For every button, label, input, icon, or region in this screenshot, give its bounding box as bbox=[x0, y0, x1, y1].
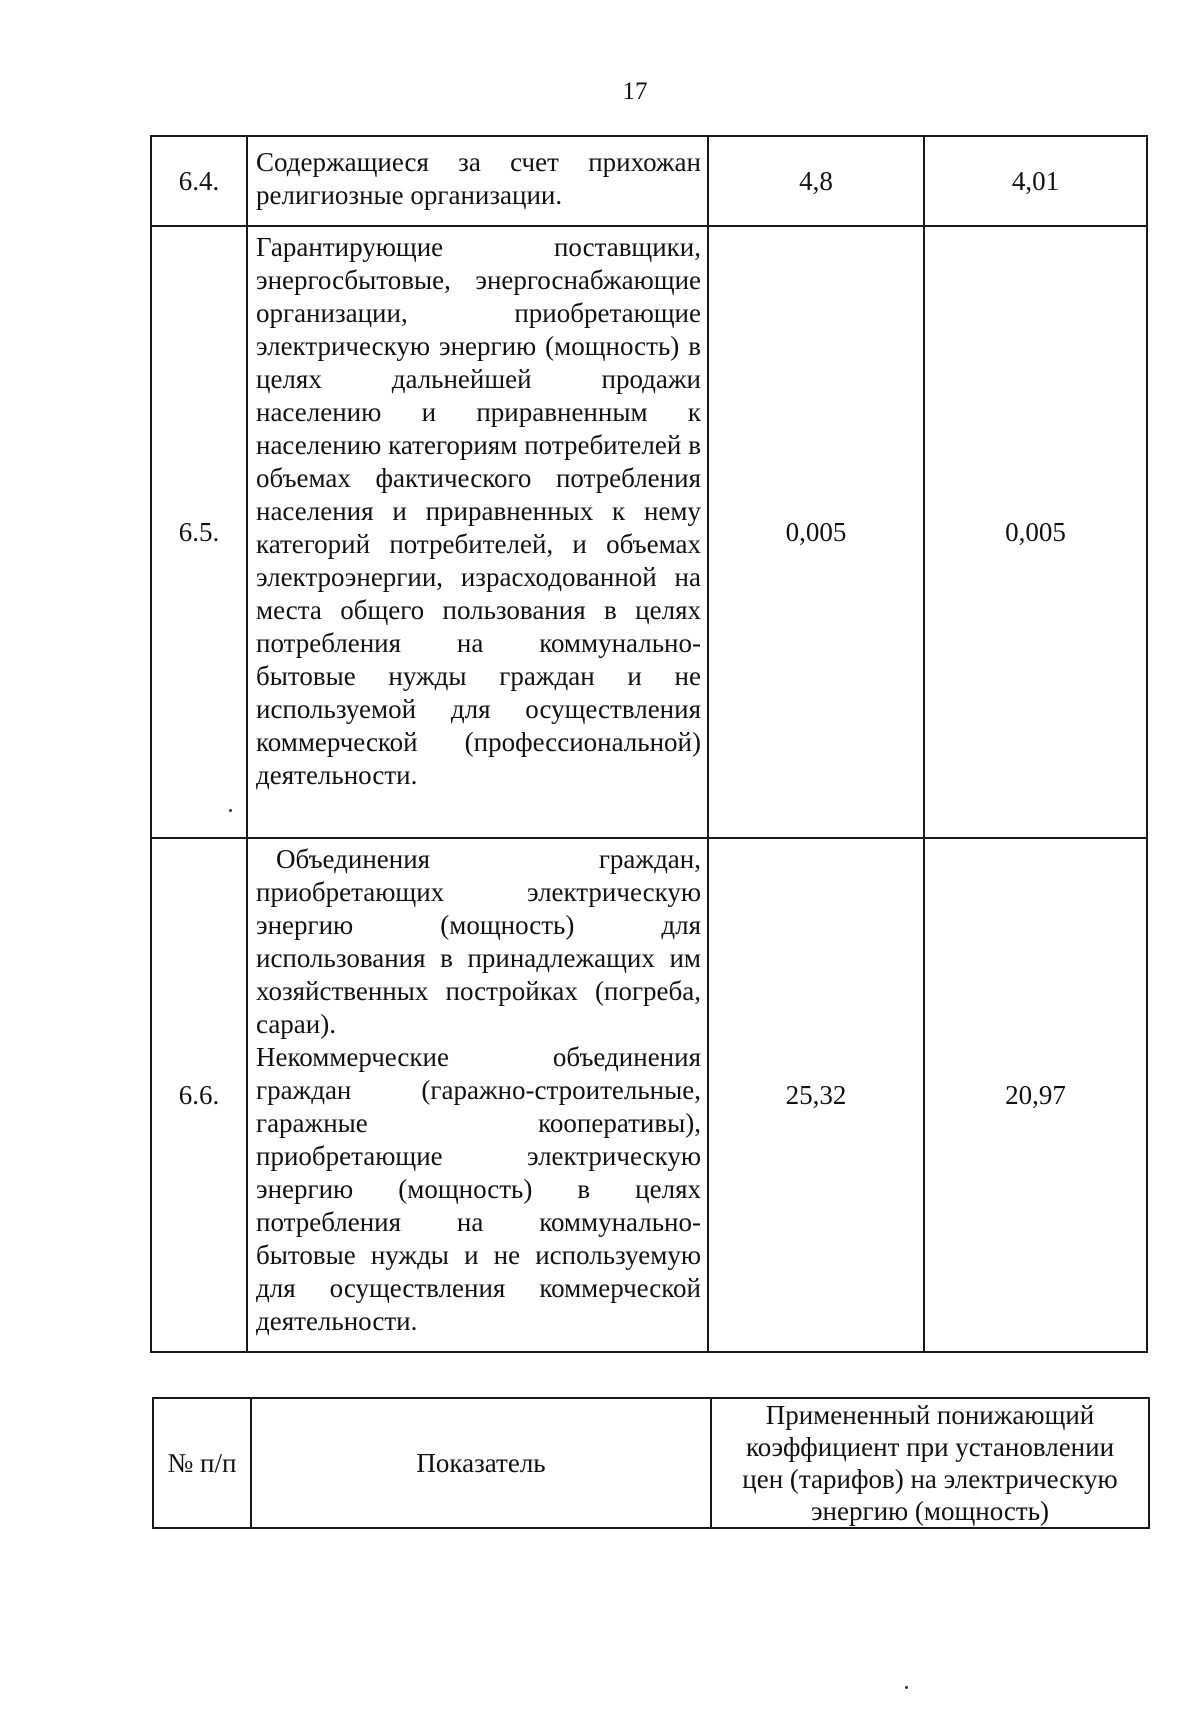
scan-speck bbox=[229, 809, 232, 812]
row-value-2: 0,005 bbox=[924, 226, 1147, 838]
header-row bbox=[153, 1398, 1149, 1528]
header-number: № п/п bbox=[153, 1398, 251, 1528]
tariff-table bbox=[150, 135, 1148, 1353]
row-value-2: 20,97 bbox=[924, 838, 1147, 1352]
row-value-2: 4,01 bbox=[924, 136, 1147, 226]
coefficient-header-table bbox=[152, 1397, 1150, 1529]
row-description bbox=[247, 226, 708, 838]
row-description bbox=[247, 838, 708, 1352]
description-paragraph: Содержащиеся за счет прихожан религиозные организации. bbox=[256, 147, 701, 210]
header-coefficient: Примененный понижающий коэффициент при установлении цен (тарифов) на электрическую энергию (мощность) bbox=[711, 1398, 1149, 1528]
table-row-6-5 bbox=[151, 226, 1147, 838]
row-description bbox=[247, 136, 708, 226]
row-number: 6.4. bbox=[151, 136, 247, 226]
header-indicator: Показатель bbox=[251, 1398, 711, 1528]
row-value-1: 25,32 bbox=[708, 838, 924, 1352]
row-number: 6.6. bbox=[151, 838, 247, 1352]
description-paragraph: Объединения граждан, приобретающих электрическую энергию (мощность) для использования в принадлежащих им хозяйственных постройках (погреба, сараи). bbox=[256, 844, 701, 1039]
table-row-6-6 bbox=[151, 838, 1147, 1352]
page-number: 17 bbox=[622, 78, 648, 105]
row-value-1: 4,8 bbox=[708, 136, 924, 226]
row-number: 6.5. bbox=[151, 226, 247, 838]
table-row-6-4 bbox=[151, 136, 1147, 226]
description-paragraph: Гарантирующие поставщики, энергосбытовые, энергоснабжающие организации, приобретающие электрическую энергию (мощность) в целях дальнейшей продажи населению и приравненным к населению категориям потребителей в объемах фактического потребления населения и приравненных к нему категорий потребителей, и объемах электроэнергии, израсходованной на места общего пользования в целях потребления на коммунально-бытовые нужды граждан и не используемой для осуществления коммерческой (профессиональной) деятельности. bbox=[256, 232, 701, 790]
scan-speck bbox=[905, 1686, 908, 1689]
row-value-1: 0,005 bbox=[708, 226, 924, 838]
description-paragraph: Некоммерческие объединения граждан (гаражно-строительные, гаражные кооперативы), приобретающие электрическую энергию (мощность) в целях потребления на коммунально-бытовые нужды и не используемую для осуществления коммерческой деятельности. bbox=[256, 1042, 701, 1336]
